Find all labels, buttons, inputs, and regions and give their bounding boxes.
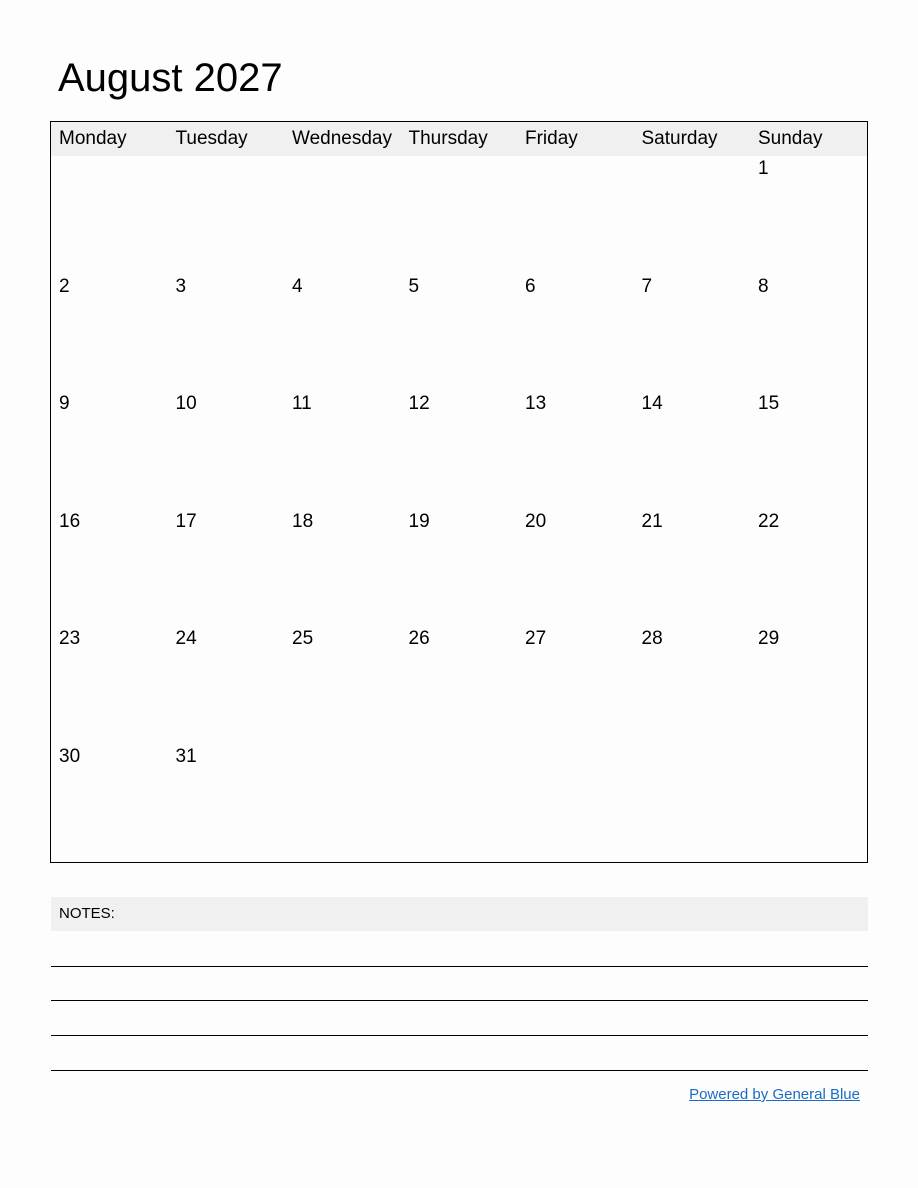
day-cell bbox=[517, 744, 634, 862]
day-cell: 13 bbox=[525, 393, 547, 415]
day-cell: 14 bbox=[641, 393, 663, 415]
notes-line bbox=[51, 1070, 868, 1071]
weekday-saturday: Saturday bbox=[641, 128, 718, 149]
day-cell: 11 bbox=[292, 393, 312, 415]
weekday-friday: Friday bbox=[525, 128, 578, 149]
day-cell: 2 bbox=[59, 275, 70, 297]
day-cell: 6 bbox=[525, 275, 536, 297]
weekday-tuesday: Tuesday bbox=[175, 128, 248, 149]
notes-line bbox=[51, 1000, 868, 1001]
day-cell: 25 bbox=[292, 628, 314, 650]
page-title: August 2027 bbox=[58, 56, 283, 100]
day-cell: 18 bbox=[292, 510, 314, 532]
day-cell: 23 bbox=[59, 628, 81, 650]
day-cell: 21 bbox=[641, 510, 663, 532]
day-cell: 15 bbox=[758, 393, 780, 415]
notes-line bbox=[51, 966, 868, 967]
day-cell: 22 bbox=[758, 510, 780, 532]
day-cell: 19 bbox=[408, 510, 430, 532]
notes-line bbox=[51, 1035, 868, 1036]
day-cell: 12 bbox=[408, 393, 430, 415]
day-cell bbox=[51, 156, 168, 274]
calendar-grid bbox=[50, 121, 868, 863]
day-cell bbox=[168, 156, 285, 274]
day-cell: 17 bbox=[175, 510, 197, 532]
day-cell: 28 bbox=[641, 628, 663, 650]
day-cell: 29 bbox=[758, 628, 780, 650]
day-cell: 4 bbox=[292, 275, 303, 297]
day-cell: 3 bbox=[175, 275, 187, 297]
day-cell: 7 bbox=[641, 275, 653, 297]
day-cell: 20 bbox=[525, 510, 547, 532]
day-cell: 5 bbox=[408, 275, 420, 297]
day-cell: 27 bbox=[525, 628, 547, 650]
day-cell bbox=[634, 744, 751, 862]
day-cell: 1 bbox=[758, 158, 769, 179]
day-cell bbox=[401, 744, 518, 862]
day-cell bbox=[284, 156, 401, 274]
days-grid bbox=[51, 156, 867, 862]
day-cell: 26 bbox=[408, 628, 430, 650]
weekday-wednesday: Wednesday bbox=[292, 128, 392, 149]
day-cell: 10 bbox=[175, 393, 197, 415]
day-cell: 16 bbox=[59, 510, 81, 532]
day-cell: 31 bbox=[175, 745, 197, 767]
weekday-header bbox=[51, 122, 867, 156]
day-cell: 8 bbox=[758, 275, 769, 297]
day-cell bbox=[634, 156, 751, 274]
day-cell: 30 bbox=[59, 745, 81, 767]
weekday-sunday: Sunday bbox=[758, 128, 823, 149]
powered-by-link[interactable]: Powered by General Blue bbox=[689, 1086, 860, 1103]
notes-header: NOTES: bbox=[51, 897, 868, 931]
day-cell: 9 bbox=[59, 393, 70, 415]
day-cell bbox=[750, 744, 867, 862]
day-cell: 24 bbox=[175, 628, 197, 650]
weekday-monday: Monday bbox=[59, 128, 127, 149]
day-cell bbox=[401, 156, 518, 274]
day-cell bbox=[517, 156, 634, 274]
weekday-thursday: Thursday bbox=[408, 128, 488, 149]
day-cell bbox=[284, 744, 401, 862]
